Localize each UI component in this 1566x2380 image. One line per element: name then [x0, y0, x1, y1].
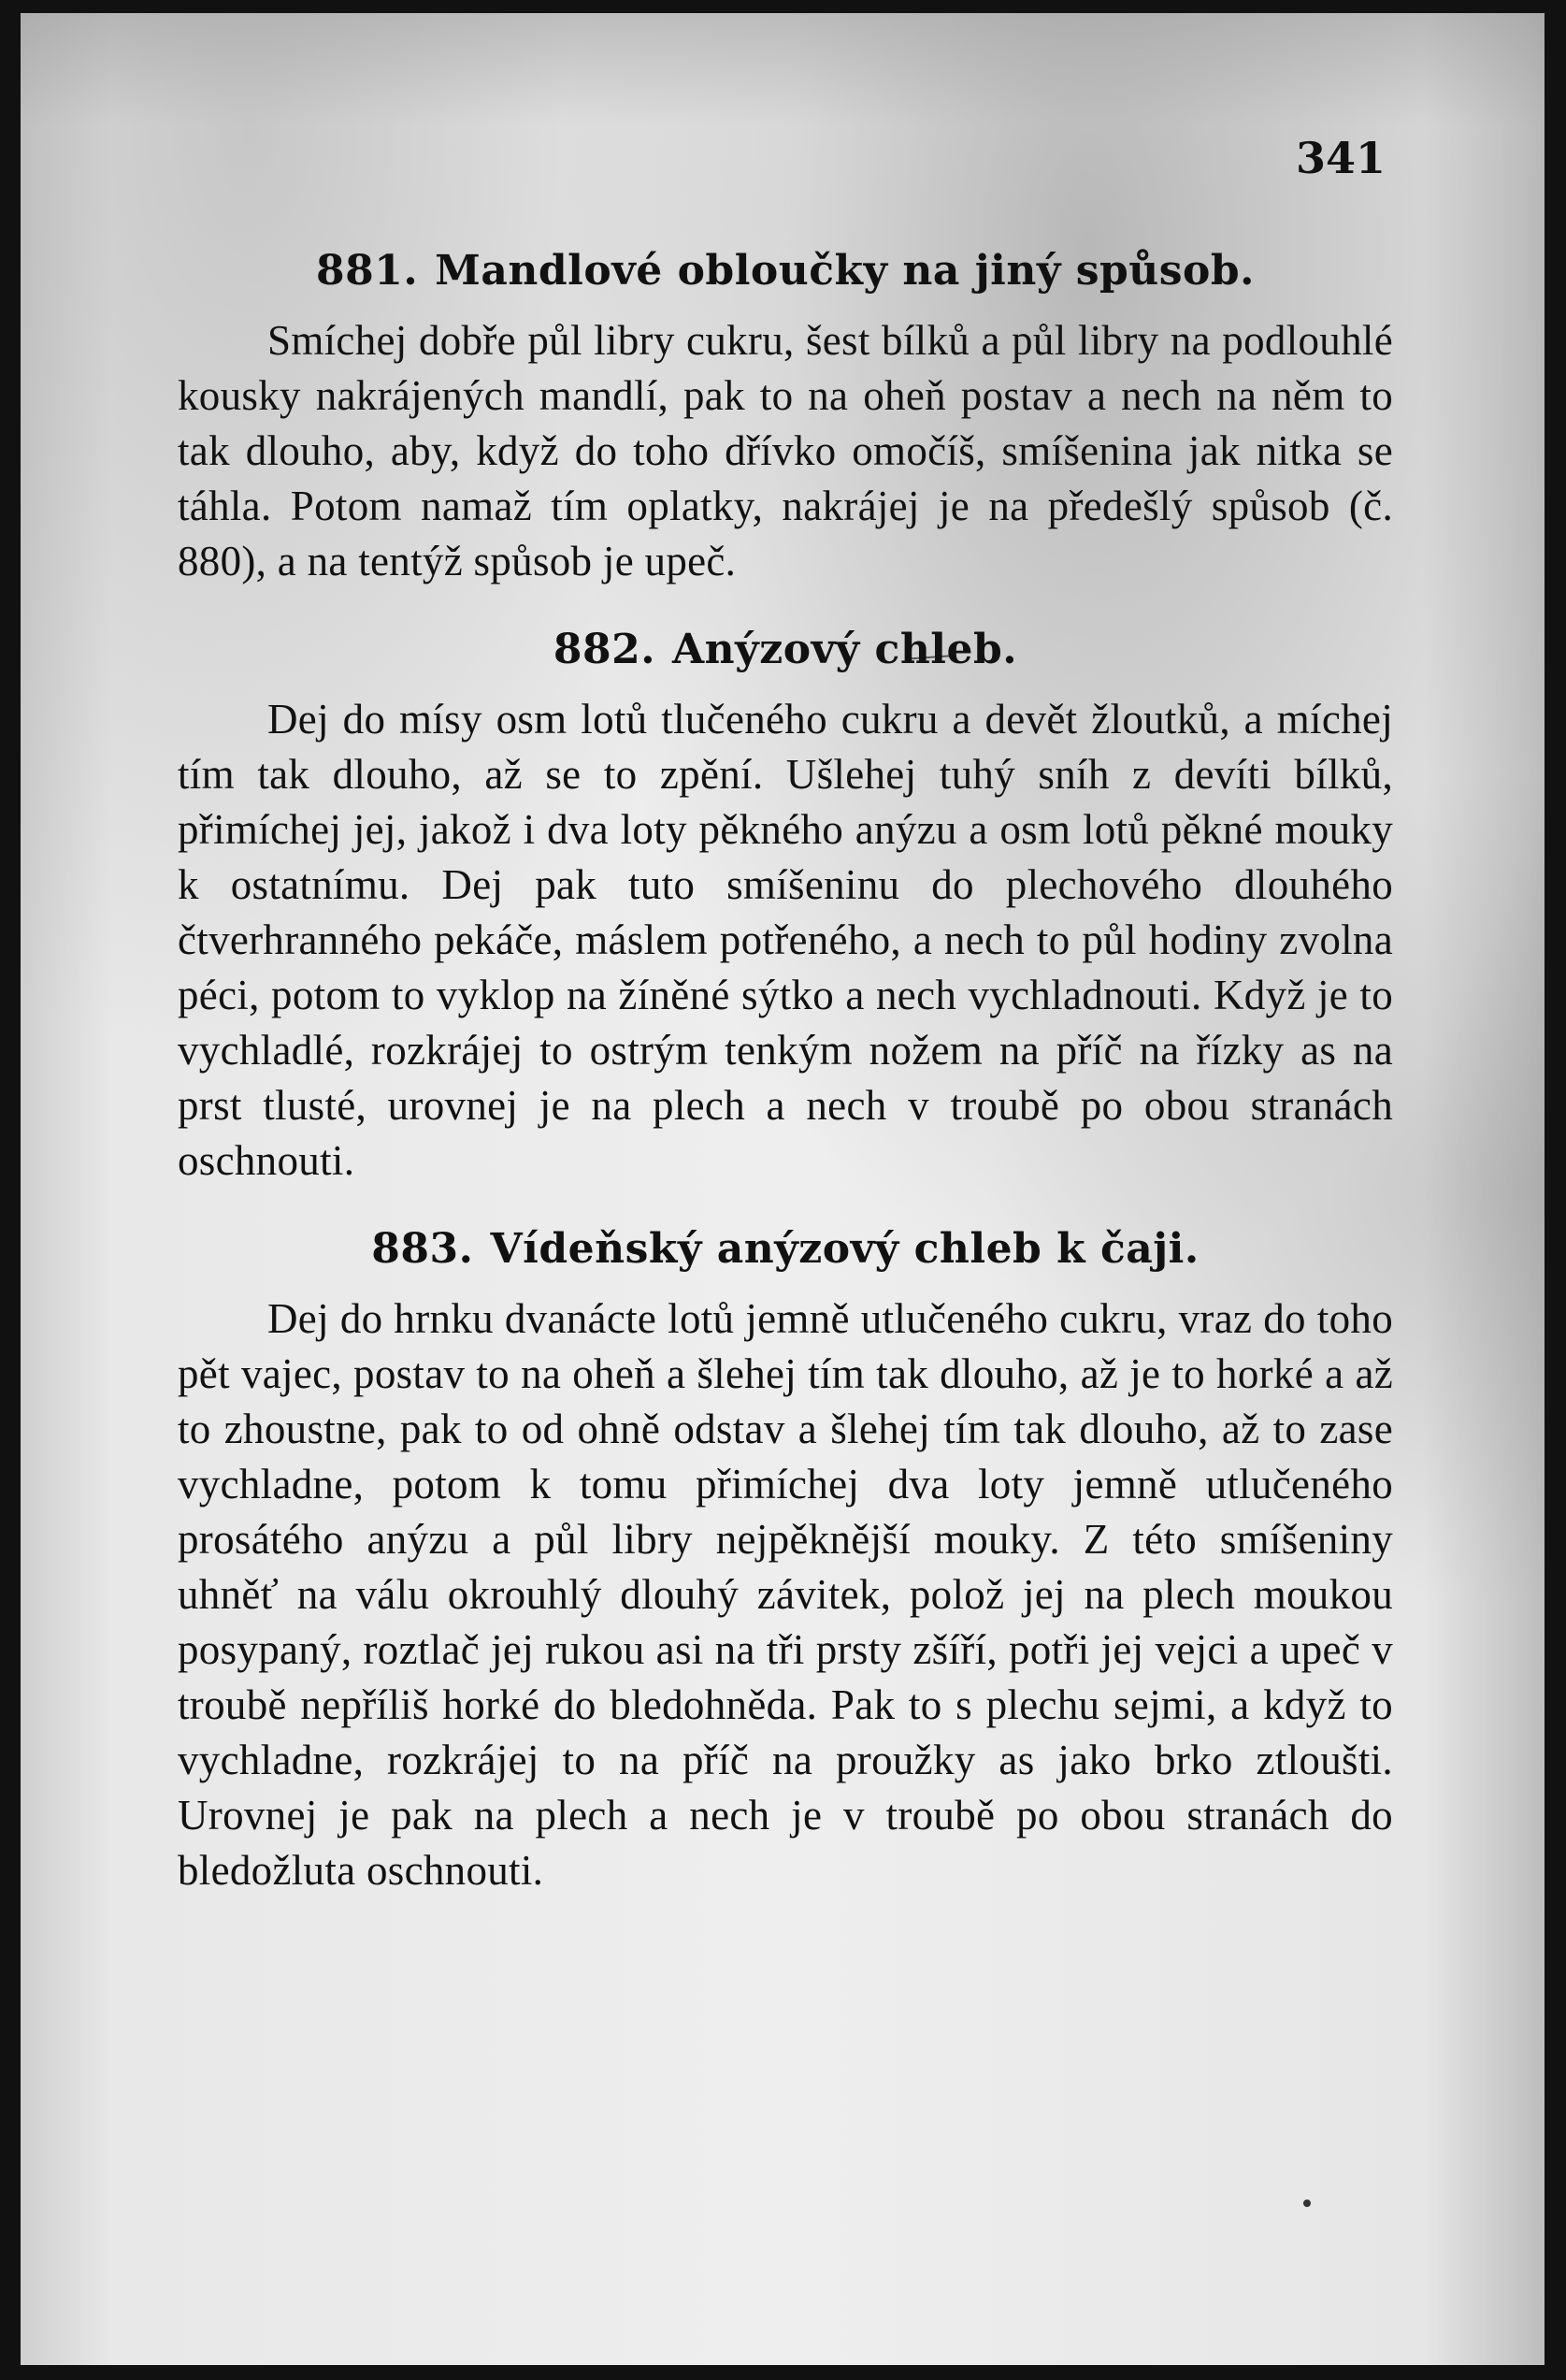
recipe-number: 883. — [371, 1225, 474, 1273]
page-number: 341 — [1295, 133, 1386, 183]
recipe-heading — [178, 242, 1393, 300]
recipe-text: Dej do hrnku dvanácte lotů jemně utlučeného cukru, vraz do toho pět vajec, postav to na oheň a šlehej tím tak dlouho, až je to horké a až to zhoustne, pak to od ohně odstav a šlehej tím tak dlouho, až to zase vychladne, potom k tomu přimíchej dva loty jemně utlučeného prosátého anýzu a půl libry nejpěknější mouky. Z této smíšeniny uhněť na válu okrouhlý dlouhý závitek, polož jej na plech moukou posypaný, roztlač jej rukou asi na tři prsty zšíří, potři jej vejci a upeč v troubě nepříliš horké do bledohnědа. Pak to s plechu sejmi, a když to vychladne, rozkrájej to na příč na proužky as jako brko ztloušti. Urovnej je pak na plech a nech je v troubě po obou stranách do bledožluta oschnouti. — [178, 1295, 1393, 1894]
recipe-881 — [178, 242, 1393, 589]
recipe-883 — [178, 1220, 1393, 1898]
recipe-heading — [178, 1220, 1393, 1278]
recipe-title: Vídeňský anýzový chleb k čaji. — [490, 1225, 1200, 1273]
book-page — [21, 13, 1544, 2365]
recipe-number: 881. — [316, 247, 419, 295]
recipe-text: Smíchej dobře půl libry cukru, šest bílků a půl libry na podlouhlé kousky nakrájených mandlí, pak to na oheň postav a nech na něm to tak dlouho, aby, když do toho dřívko omočíš, smíšenina jak nitka se táhla. Potom namaž tím oplatky, nakrájej je na předešlý spůsob (č. 880), a na tentýž spůsob je upeč. — [178, 317, 1393, 584]
recipe-number: 882. — [553, 626, 656, 673]
recipe-title: Anýzový chleb. — [672, 626, 1018, 673]
page-content — [178, 242, 1393, 1898]
ink-speck — [1303, 2200, 1311, 2207]
recipe-title: Mandlové obloučky na jiný spůsob. — [435, 247, 1255, 295]
recipe-heading — [178, 621, 1393, 679]
recipe-882 — [178, 621, 1393, 1189]
recipe-text: Dej do mísy osm lotů tlučeného cukru a devět žloutků, a míchej tím tak dlouho, až se to zpění. Ušlehej tuhý sníh z devíti bílků, přimíchej jej, jakož i dva loty pěkného anýzu a osm lotů pěkné mouky k ostatnímu. Dej pak tuto smíšeninu do plechového dlouhého čtverhranného pekáče, máslem potřeného, a nech to půl hodiny zvolna péci, potom to vyklop na žíněné sýtko a nech vychladnouti. Když je to vychladlé, rozkrájej to ostrým tenkým nožem na příč na řízky as na prst tlusté, urovnej je na plech a nech v troubě po obou stranách oschnouti. — [178, 696, 1393, 1184]
